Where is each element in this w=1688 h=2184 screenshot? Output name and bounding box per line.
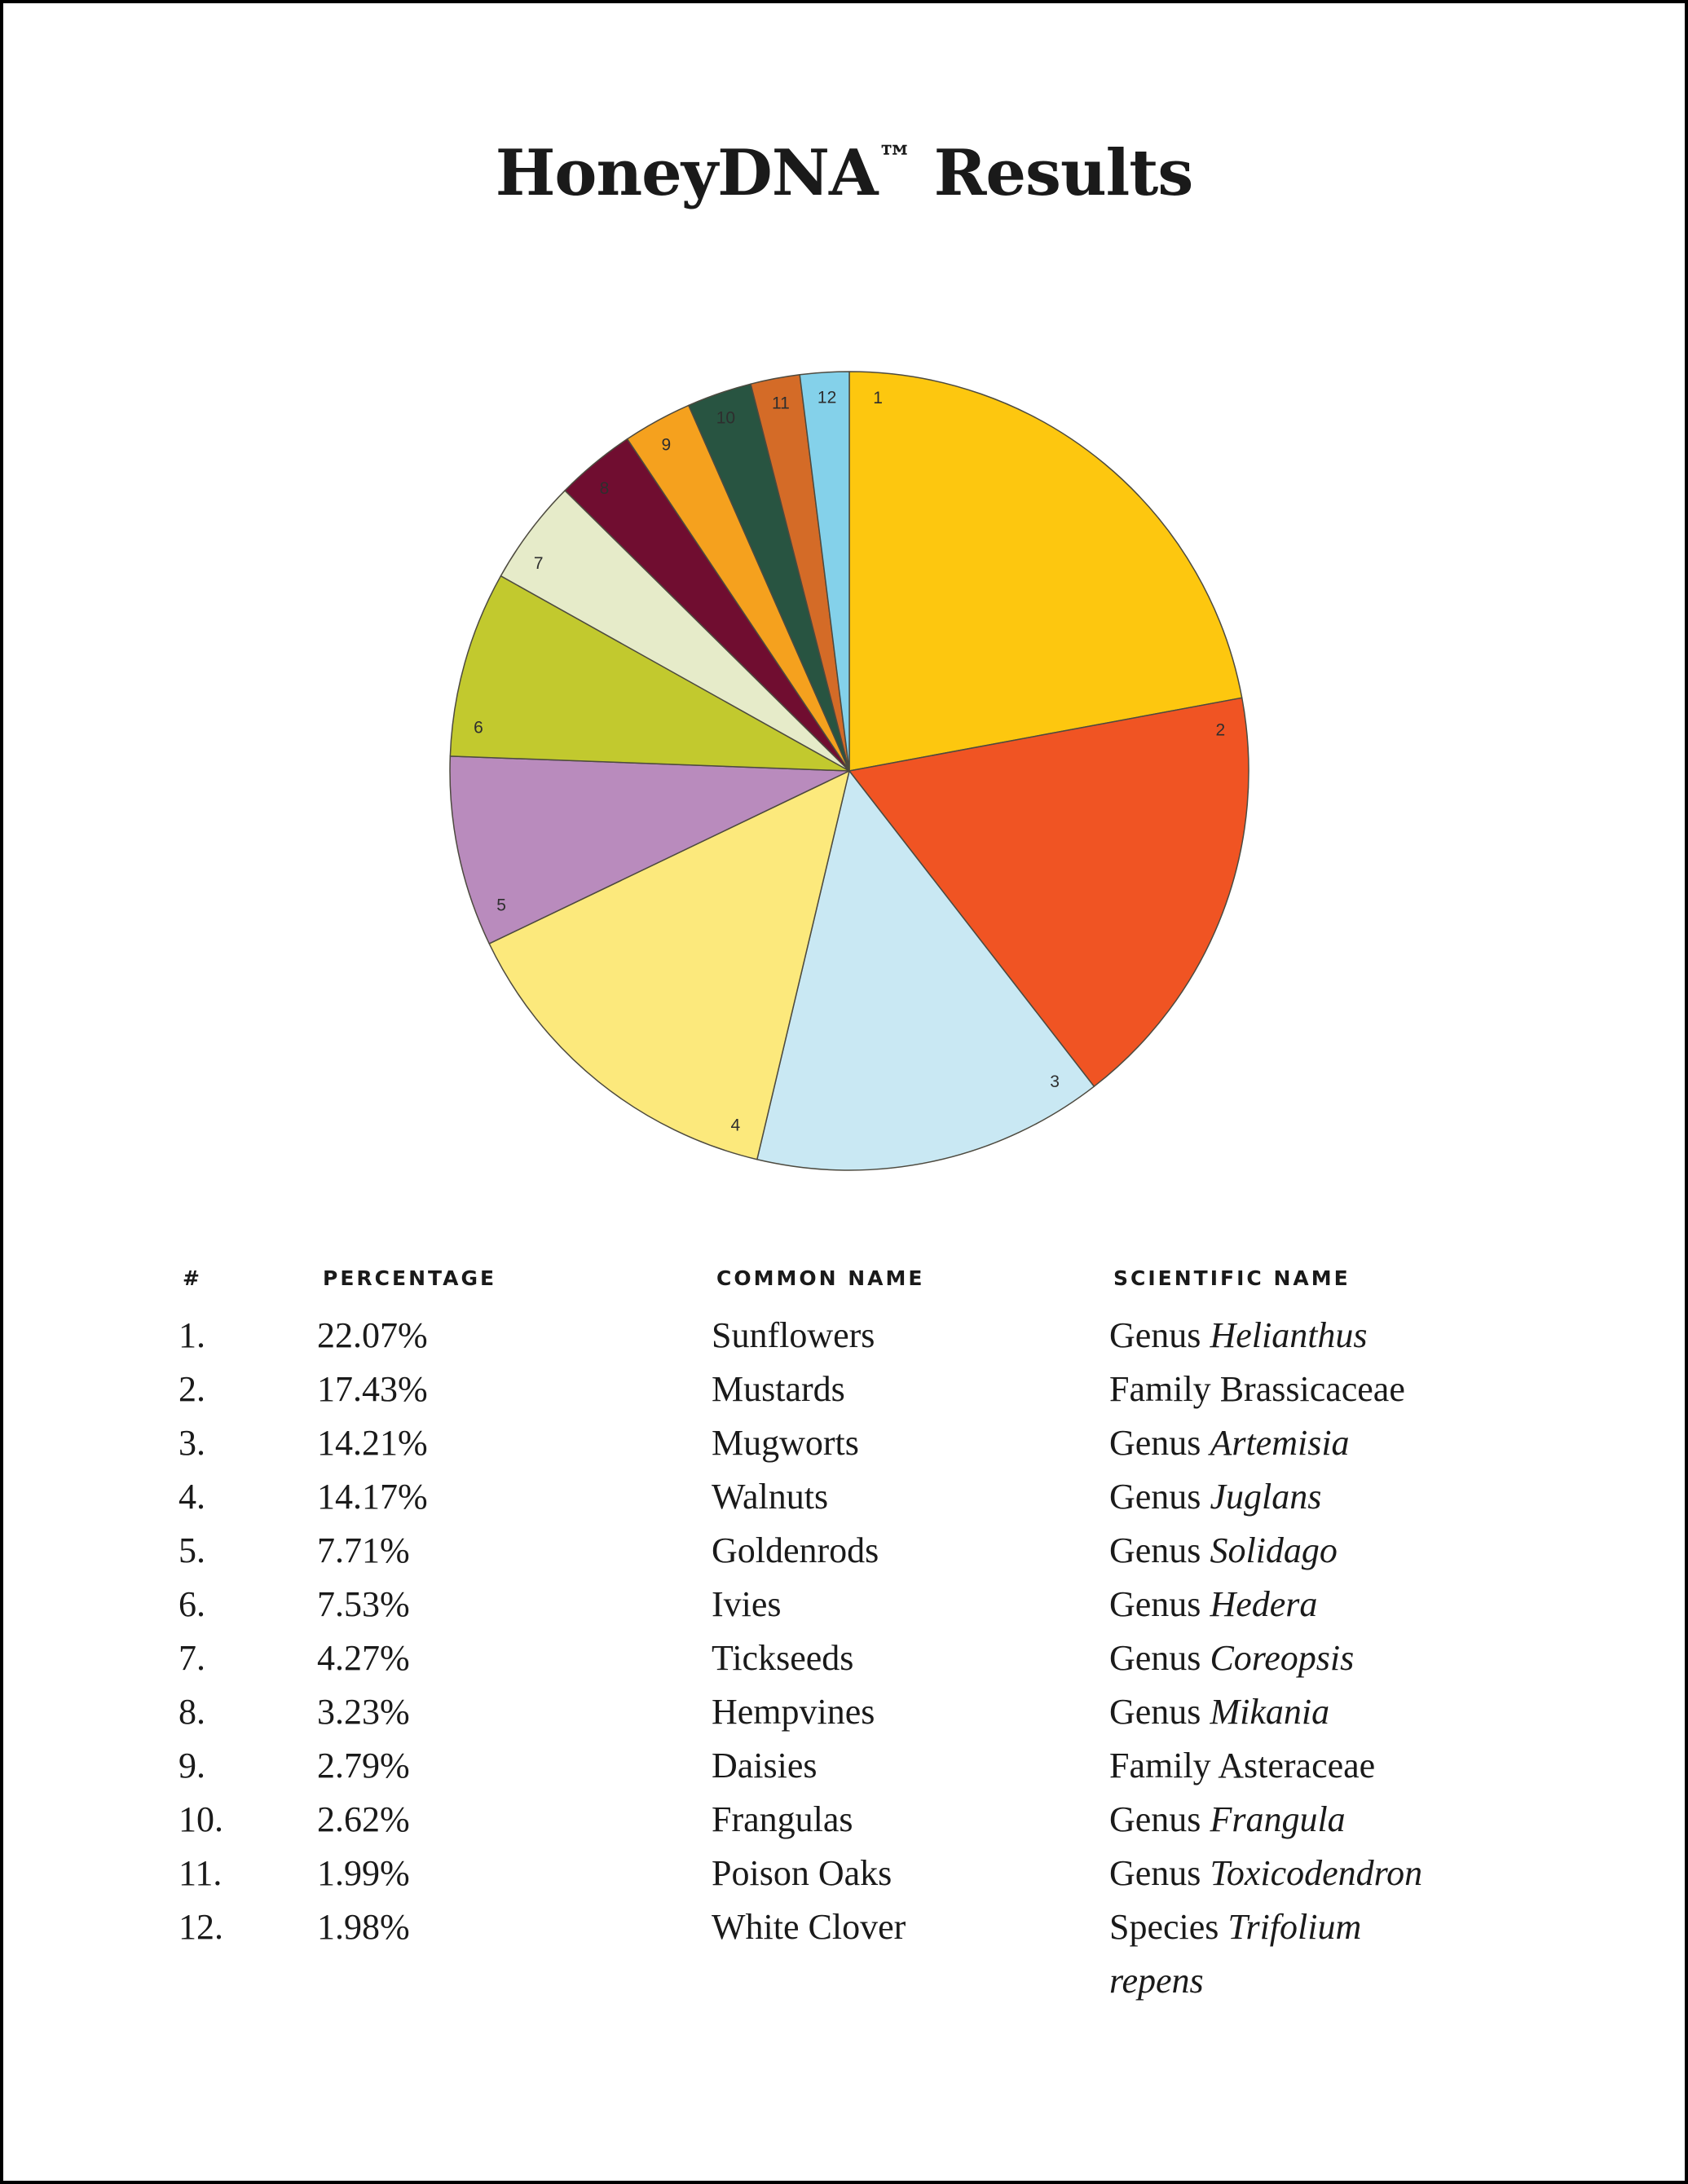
row-common-name: Walnuts: [712, 1477, 829, 1517]
table-row: [3, 1309, 1688, 1363]
row-scientific-name: [1109, 1578, 1317, 1631]
row-percentage: 7.53%: [317, 1584, 410, 1624]
row-number: 6.: [178, 1584, 205, 1624]
row-percentage: 4.27%: [317, 1638, 410, 1678]
slice-label-3: 3: [1050, 1072, 1060, 1091]
row-common-name: Mustards: [712, 1369, 845, 1409]
row-scientific-name: [1109, 1363, 1405, 1416]
row-number: 3.: [178, 1423, 205, 1463]
row-common-name: Ivies: [712, 1584, 782, 1624]
row-scientific-name: [1109, 1847, 1422, 1900]
row-percentage: 3.23%: [317, 1692, 410, 1732]
table-row: [3, 1578, 1688, 1631]
taxon-name: Coreopsis: [1210, 1638, 1355, 1678]
row-scientific-name: [1109, 1416, 1350, 1470]
taxon-rank: Species: [1109, 1907, 1228, 1947]
slice-label-4: 4: [730, 1116, 741, 1135]
row-number: 5.: [178, 1530, 205, 1570]
slice-label-1: 1: [873, 388, 883, 407]
slice-label-6: 6: [474, 718, 483, 738]
taxon-rank: Genus: [1109, 1315, 1210, 1355]
pie-chart-svg: [3, 3, 1688, 1226]
taxon-rank: Genus: [1109, 1638, 1210, 1678]
row-percentage: 2.62%: [317, 1799, 410, 1839]
table-row: [3, 1793, 1688, 1847]
slice-label-12: 12: [817, 388, 837, 407]
slice-label-2: 2: [1215, 720, 1226, 740]
slice-label-11: 11: [771, 394, 790, 413]
taxon-rank: Genus: [1109, 1853, 1210, 1893]
taxon-name: Solidago: [1210, 1530, 1338, 1570]
row-percentage: 1.99%: [317, 1853, 410, 1893]
row-number: 4.: [178, 1477, 205, 1517]
table-row: [3, 1900, 1688, 2001]
row-scientific-name: [1109, 1470, 1321, 1524]
taxon-rank: Family: [1109, 1369, 1220, 1409]
slice-label-9: 9: [661, 435, 672, 455]
slice-label-10: 10: [716, 408, 736, 428]
row-number: 10.: [178, 1799, 223, 1839]
pie-chart: [3, 3, 1688, 1226]
row-number: 7.: [178, 1638, 205, 1678]
taxon-name: Brassicaceae: [1219, 1369, 1405, 1409]
taxon-rank: Genus: [1109, 1477, 1210, 1517]
row-percentage: 2.79%: [317, 1746, 410, 1786]
row-common-name: Poison Oaks: [712, 1853, 892, 1893]
taxon-name: Helianthus: [1210, 1315, 1368, 1355]
slice-label-5: 5: [496, 896, 506, 915]
table-row: [3, 1847, 1688, 1900]
taxon-name: Toxicodendron: [1210, 1853, 1423, 1893]
row-number: 12.: [178, 1907, 223, 1947]
row-scientific-name: [1109, 1524, 1338, 1578]
row-number: 2.: [178, 1369, 205, 1409]
slice-label-7: 7: [533, 553, 544, 573]
trademark-symbol: ™: [877, 139, 913, 180]
taxon-rank: Family: [1109, 1746, 1219, 1786]
row-common-name: Mugworts: [712, 1423, 859, 1463]
row-common-name: Frangulas: [712, 1799, 853, 1839]
row-percentage: 7.71%: [317, 1530, 410, 1570]
title-suffix: Results: [912, 136, 1193, 211]
table-row: [3, 1685, 1688, 1739]
row-scientific-name: [1109, 1309, 1368, 1363]
row-common-name: Hempvines: [712, 1692, 875, 1732]
row-number: 9.: [178, 1746, 205, 1786]
row-percentage: 14.17%: [317, 1477, 428, 1517]
header-common-name: COMMON NAME: [716, 1266, 925, 1290]
table-row: [3, 1631, 1688, 1685]
taxon-rank: Genus: [1109, 1423, 1210, 1463]
header-scientific-name: SCIENTIFIC NAME: [1113, 1266, 1351, 1290]
header-percentage: PERCENTAGE: [323, 1266, 497, 1290]
table-row: [3, 1739, 1688, 1793]
row-number: 11.: [178, 1853, 223, 1893]
row-scientific-name: [1109, 1631, 1354, 1685]
row-common-name: Sunflowers: [712, 1315, 875, 1355]
table-row: [3, 1363, 1688, 1416]
slice-label-8: 8: [599, 478, 610, 498]
taxon-name: Hedera: [1210, 1584, 1318, 1624]
table-row: [3, 1416, 1688, 1470]
row-number: 8.: [178, 1692, 205, 1732]
row-number: 1.: [178, 1315, 205, 1355]
row-scientific-name: [1109, 1793, 1346, 1847]
taxon-rank: Genus: [1109, 1530, 1210, 1570]
row-common-name: Tickseeds: [712, 1638, 854, 1678]
row-common-name: Goldenrods: [712, 1530, 879, 1570]
row-scientific-name: [1109, 1739, 1375, 1793]
table-row: [3, 1524, 1688, 1578]
row-percentage: 17.43%: [317, 1369, 428, 1409]
table-row: [3, 1470, 1688, 1524]
row-scientific-name: [1109, 1900, 1435, 2008]
taxon-name: Frangula: [1210, 1799, 1346, 1839]
taxon-name: Asteraceae: [1218, 1746, 1376, 1786]
taxon-name: Mikania: [1210, 1692, 1330, 1732]
title-text: HoneyDNA: [495, 136, 878, 211]
row-percentage: 1.98%: [317, 1907, 410, 1947]
taxon-name: Trifolium repens: [1109, 1907, 1362, 2001]
header-number: #: [183, 1266, 202, 1290]
row-percentage: 22.07%: [317, 1315, 428, 1355]
row-common-name: Daisies: [712, 1746, 818, 1786]
row-common-name: White Clover: [712, 1907, 906, 1947]
taxon-name: Artemisia: [1210, 1423, 1350, 1463]
row-scientific-name: [1109, 1685, 1329, 1739]
taxon-rank: Genus: [1109, 1692, 1210, 1732]
taxon-rank: Genus: [1109, 1584, 1210, 1624]
row-percentage: 14.21%: [317, 1423, 428, 1463]
taxon-rank: Genus: [1109, 1799, 1210, 1839]
taxon-name: Juglans: [1210, 1477, 1322, 1517]
